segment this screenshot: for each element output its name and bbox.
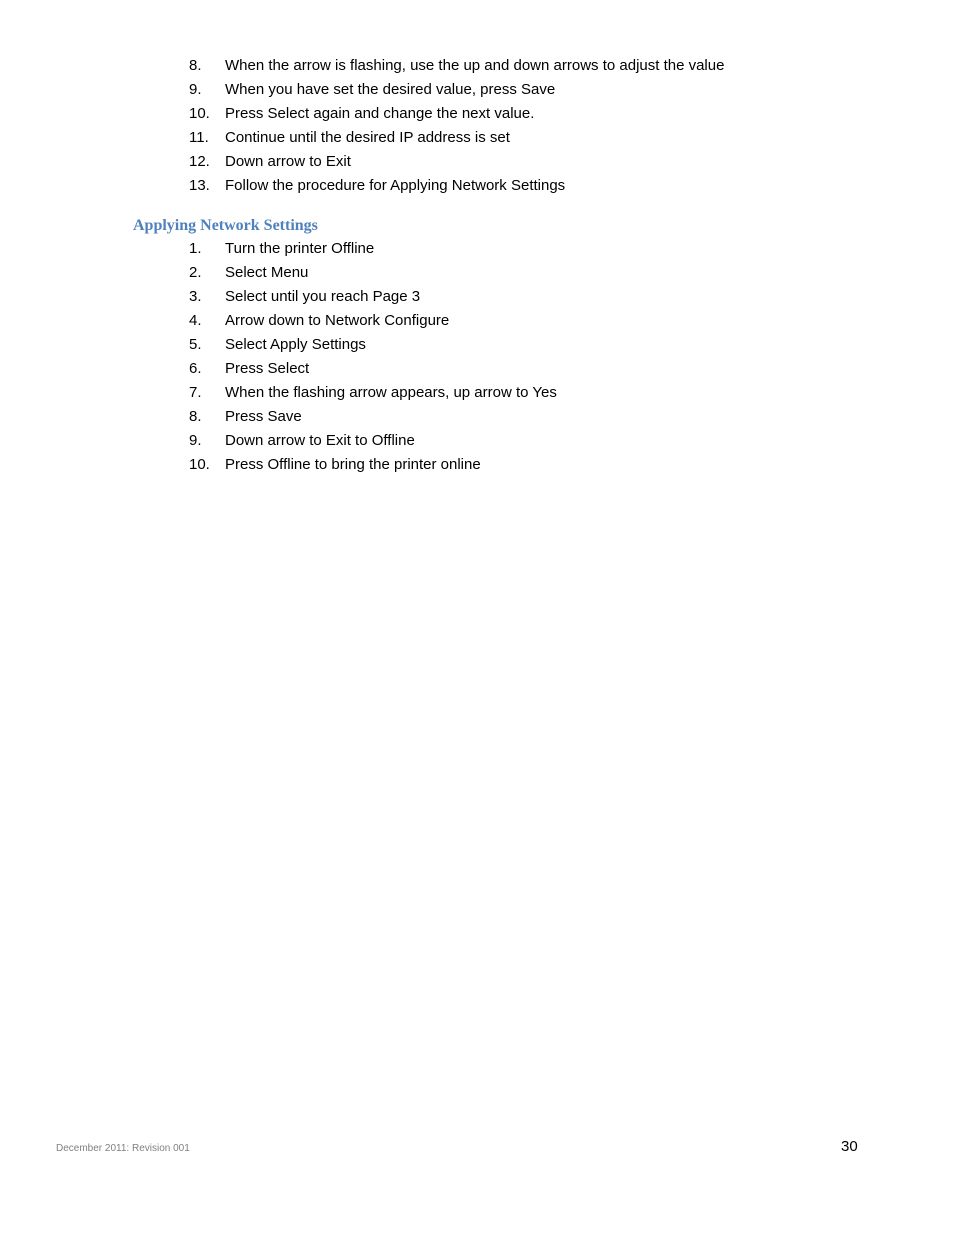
step-text: Arrow down to Network Configure	[225, 312, 450, 329]
list-item	[0, 104, 954, 128]
step-number: 2.	[189, 264, 202, 281]
list-item	[0, 56, 954, 80]
step-text: Down arrow to Exit to Offline	[225, 432, 415, 449]
step-text: Turn the printer Offline	[225, 240, 375, 257]
step-text: Press Offline to bring the printer online	[225, 456, 481, 473]
list-item	[0, 359, 954, 383]
step-text: Select Menu	[225, 264, 309, 281]
step-number: 9.	[189, 432, 202, 449]
step-number: 8.	[189, 57, 202, 74]
step-text: Follow the procedure for Applying Network Settings	[225, 177, 566, 194]
list-item	[0, 455, 954, 479]
list-item	[0, 239, 954, 263]
list-item	[0, 128, 954, 152]
step-text: Down arrow to Exit	[225, 153, 351, 170]
step-text: Select Apply Settings	[225, 336, 366, 353]
step-text: When you have set the desired value, press Save	[225, 81, 556, 98]
step-number: 4.	[189, 312, 202, 329]
step-text: Continue until the desired IP address is set	[225, 129, 510, 146]
step-text: Press Select	[225, 360, 310, 377]
step-number: 7.	[189, 384, 202, 401]
list-item	[0, 287, 954, 311]
step-number: 10.	[189, 456, 210, 473]
step-text: When the arrow is flashing, use the up and down arrows to adjust the value	[225, 57, 725, 74]
list-item	[0, 407, 954, 431]
list-item	[0, 263, 954, 287]
list-item	[0, 152, 954, 176]
applying-network-settings-list	[0, 239, 954, 479]
step-text: Press Select again and change the next value.	[225, 105, 535, 122]
list-item	[0, 335, 954, 359]
list-item	[0, 383, 954, 407]
step-number: 10.	[189, 105, 210, 122]
list-item	[0, 176, 954, 200]
list-item	[0, 80, 954, 104]
list-item	[0, 431, 954, 455]
continued-steps-list	[0, 56, 954, 200]
step-number: 8.	[189, 408, 202, 425]
section-heading: Applying Network Settings	[133, 217, 318, 234]
step-number: 13.	[189, 177, 210, 194]
step-text: Select until you reach Page 3	[225, 288, 421, 305]
footer-revision: December 2011: Revision 001	[56, 1143, 190, 1154]
step-number: 6.	[189, 360, 202, 377]
list-item	[0, 311, 954, 335]
step-text: When the flashing arrow appears, up arrow to Yes	[225, 384, 557, 401]
step-number: 12.	[189, 153, 210, 170]
step-number: 1.	[189, 240, 202, 257]
step-number: 9.	[189, 81, 202, 98]
step-number: 3.	[189, 288, 202, 305]
step-number: 11.	[189, 129, 209, 146]
step-number: 5.	[189, 336, 202, 353]
step-text: Press Save	[225, 408, 302, 425]
page-number: 30	[841, 1138, 858, 1155]
